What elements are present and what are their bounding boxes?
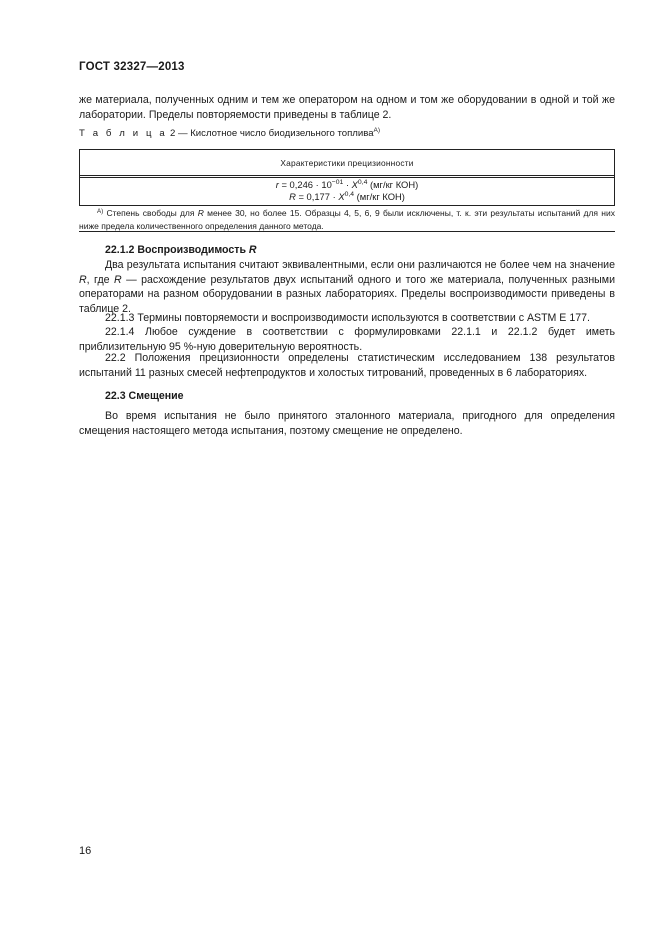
document-header: ГОСТ 32327—2013 <box>79 61 185 73</box>
reproducibility-formula <box>79 191 615 202</box>
footnote-text-b: менее 30, но более 15. Образцы 4, 5, 6, 9 были исключены, т. к. эти результаты испытаний для них ниже предела количественного определения данного метода. <box>79 208 615 231</box>
formula-R-variable: X <box>338 191 345 202</box>
table-header-divider-1 <box>79 175 615 176</box>
table-header-cell: Характеристики прецизионности <box>280 158 414 168</box>
table-caption-text: — Кислотное число биодизельного топлива <box>175 128 374 139</box>
precision-table <box>79 149 615 231</box>
table-caption-prefix: Т а б л и ц а <box>79 128 168 139</box>
footnote-text-a: Степень свободы для <box>103 208 198 218</box>
p-22-1-2-symbol-1: R <box>79 273 87 286</box>
formula-R-symbol: R <box>289 191 296 202</box>
heading-22-1-2-symbol: R <box>248 244 257 256</box>
formula-r-unit: (мг/кг КОН) <box>367 179 419 190</box>
p-22-1-2-a: Два результата испытания считают эквивалентными, если они различаются не более чем на значение <box>105 259 615 271</box>
paragraph-22-3: Во время испытания не было принятого эталонного материала, пригодного для определения смещения настоящего метода испытания, поэтому смещение не определено. <box>79 410 615 437</box>
table-caption <box>79 127 380 139</box>
table-caption-note-mark: A) <box>373 127 381 134</box>
paragraph-22-1-2 <box>79 258 615 316</box>
formula-r-symbol: r <box>275 179 279 190</box>
section-heading-22-1-2 <box>105 244 257 256</box>
formula-R-coefficient: = 0,177 · <box>295 191 339 202</box>
formula-R-unit: (мг/кг КОН) <box>354 191 405 202</box>
paragraph-22-1-3: 22.1.3 Термины повторяемости и воспроизводимости используются в соответствии с ASTM E 177. <box>105 312 590 324</box>
section-heading-22-3: 22.3 Смещение <box>105 390 184 402</box>
p-22-1-2-symbol-2: R <box>113 273 122 286</box>
table-border-top <box>79 149 615 150</box>
footnote-symbol-R: R <box>197 208 204 218</box>
table-footnote <box>79 206 615 232</box>
page-number: 16 <box>79 845 92 857</box>
table-header-divider-2 <box>79 177 615 178</box>
formula-r-power: 0,4 <box>357 179 368 186</box>
formula-r-exponent: −01 <box>331 179 344 186</box>
intro-paragraph: же материала, полученных одним и тем же оператором на одном и том же оборудовании в одной и той же лаборатории. Пределы повторяемости приведены в таблице 2. <box>79 94 615 121</box>
p-22-1-2-c: — расхождение результатов двух испытаний одного и того же материала, полученных разными операторами на разном оборудовании в разных лабораториях. Пределы воспроизводимости приведены в таблице 2. <box>79 273 615 315</box>
footnote-mark: A) <box>97 208 104 215</box>
paragraph-22-2: 22.2 Положения прецизионности определены статистическим исследованием 138 результатов испытаний 11 разных смесей нефтепродуктов и холостых титрований, проведенных в 6 лабораториях. <box>79 352 615 379</box>
table-caption-number: 2 <box>169 128 176 139</box>
heading-22-1-2-text: 22.1.2 Воспроизводимость <box>105 244 249 256</box>
formula-r-coefficient: = 0,246 · 10 <box>278 179 332 190</box>
formula-r-dot: · <box>343 179 352 190</box>
repeatability-formula <box>79 179 615 190</box>
formula-R-power: 0,4 <box>344 191 355 198</box>
paragraph-22-1-4: 22.1.4 Любое суждение в соответствии с формулировками 22.1.1 и 22.1.2 будет иметь приблизительную 95 %-ную доверительную вероятность. <box>79 326 615 353</box>
formula-r-variable: X <box>351 179 358 190</box>
p-22-1-2-b: , где <box>86 273 114 286</box>
